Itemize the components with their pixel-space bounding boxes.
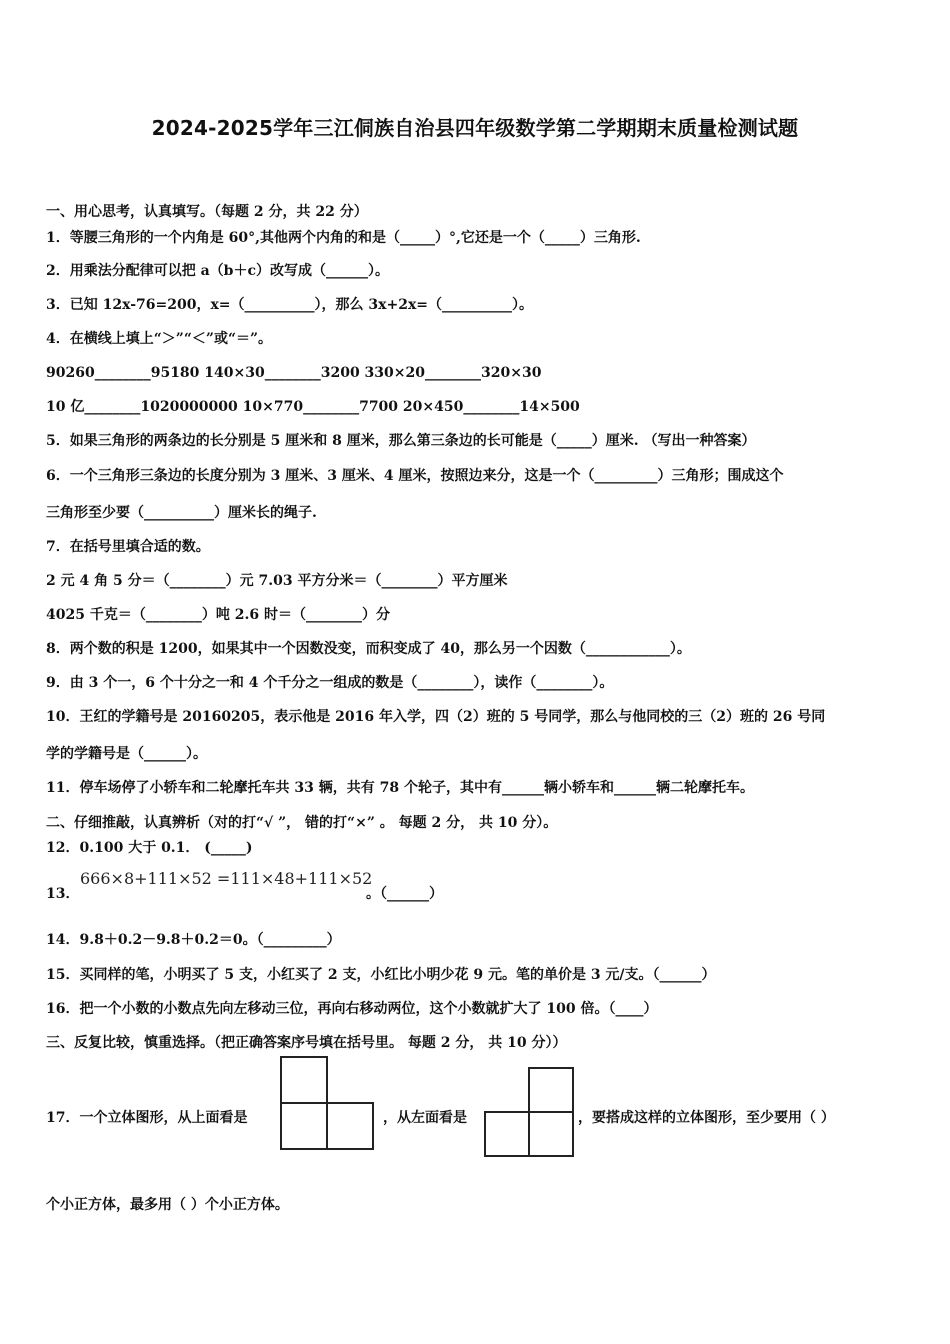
question-8: 8．两个数的积是 1200，如果其中一个因数没变，而积变成了 40，那么另一个因数（____________）。	[46, 641, 691, 657]
question-10-cont: 学的学籍号是（______）。	[46, 746, 207, 762]
question-2: 2．用乘法分配律可以把 a（b＋c）改写成（______）。	[46, 263, 389, 279]
question-16: 16．把一个小数的小数点先向左移动三位，再向右移动两位，这个小数就扩大了 100 倍。（____）	[46, 1001, 658, 1017]
left-view-square	[528, 1067, 574, 1113]
left-view-figure	[484, 1067, 576, 1159]
question-11: 11．停车场停了小轿车和二轮摩托车共 33 辆，共有 78 个轮子，其中有______辆小轿车和______辆二轮摩托车。	[46, 780, 754, 796]
question-13-formula: 666×8+111×52 =111×48+111×52	[80, 869, 373, 888]
question-7-row-1: 2 元 4 角 5 分＝（________）元 7.03 平方分米＝（________）平方厘米	[46, 573, 508, 589]
left-view-square	[528, 1111, 574, 1157]
question-9: 9．由 3 个一，6 个十分之一和 4 个千分之一组成的数是（________），读作（________）。	[46, 675, 614, 691]
question-12: 12．0.100 大于 0.1． (_____)	[46, 840, 253, 856]
question-3: 3．已知 12x-76=200，x=（__________），那么 3x+2x=（__________）。	[46, 297, 534, 313]
question-5: 5．如果三角形的两条边的长分别是 5 厘米和 8 厘米，那么第三条边的长可能是（_____）厘米. （写出一种答案）	[46, 433, 756, 449]
question-10: 10．王红的学籍号是 20160205，表示他是 2016 年入学，四（2）班的 5 号同学，那么与他同校的三（2）班的 26 号同	[46, 709, 826, 725]
question-6: 6．一个三角形三条边的长度分别为 3 厘米、3 厘米、4 厘米，按照边来分，这是一个（_________）三角形；围成这个	[46, 468, 784, 484]
question-17-part-1: 17．一个立体图形，从上面看是	[46, 1110, 248, 1126]
question-1: 1．等腰三角形的一个内角是 60°,其他两个内角的和是（_____）°,它还是一个（_____）三角形.	[46, 230, 641, 246]
question-17-part-2: ，从左面看是	[383, 1110, 467, 1126]
question-13-answer: 。（______）	[366, 886, 443, 902]
top-view-square	[326, 1102, 374, 1150]
question-4-row-1: 90260________95180 140×30________3200 330×20________320×30	[46, 365, 542, 381]
page-title: 2024-2025学年三江侗族自治县四年级数学第二学期期末质量检测试题	[151, 116, 799, 140]
question-13-label: 13．	[46, 886, 80, 902]
question-15: 15．买同样的笔，小明买了 5 支，小红买了 2 支，小红比小明少花 9 元。笔的单价是 3 元/支。（______）	[46, 967, 716, 983]
question-4: 4．在横线上填上“＞”“＜”或“＝”。	[46, 331, 273, 347]
top-view-square	[280, 1056, 328, 1104]
question-14: 14．9.8＋0.2－9.8＋0.2＝0。（_________）	[46, 932, 341, 948]
section-3-heading: 三、反复比较，慎重选择。（把正确答案序号填在括号里。 每题 2 分， 共 10 分））	[46, 1035, 567, 1051]
question-17-cont: 个小正方体，最多用（ ）个小正方体。	[46, 1197, 289, 1213]
top-view-square	[280, 1102, 328, 1150]
question-7-row-2: 4025 千克＝（________）吨 2.6 时＝（________）分	[46, 607, 390, 623]
question-6-cont: 三角形至少要（__________）厘米长的绳子.	[46, 505, 317, 521]
question-7: 7．在括号里填合适的数。	[46, 539, 210, 555]
question-4-row-2: 10 亿________1020000000 10×770________7700 20×450________14×500	[46, 399, 580, 415]
top-view-figure	[280, 1056, 376, 1152]
section-2-heading: 二、仔细推敲，认真辨析（对的打“√ ”， 错的打“×” 。 每题 2 分， 共 10 分）。	[46, 815, 558, 831]
question-17-part-3: ，要搭成这样的立体图形，至少要用（ ）	[578, 1110, 835, 1126]
section-1-heading: 一、用心思考，认真填写。（每题 2 分，共 22 分）	[46, 204, 368, 220]
left-view-square	[484, 1111, 530, 1157]
